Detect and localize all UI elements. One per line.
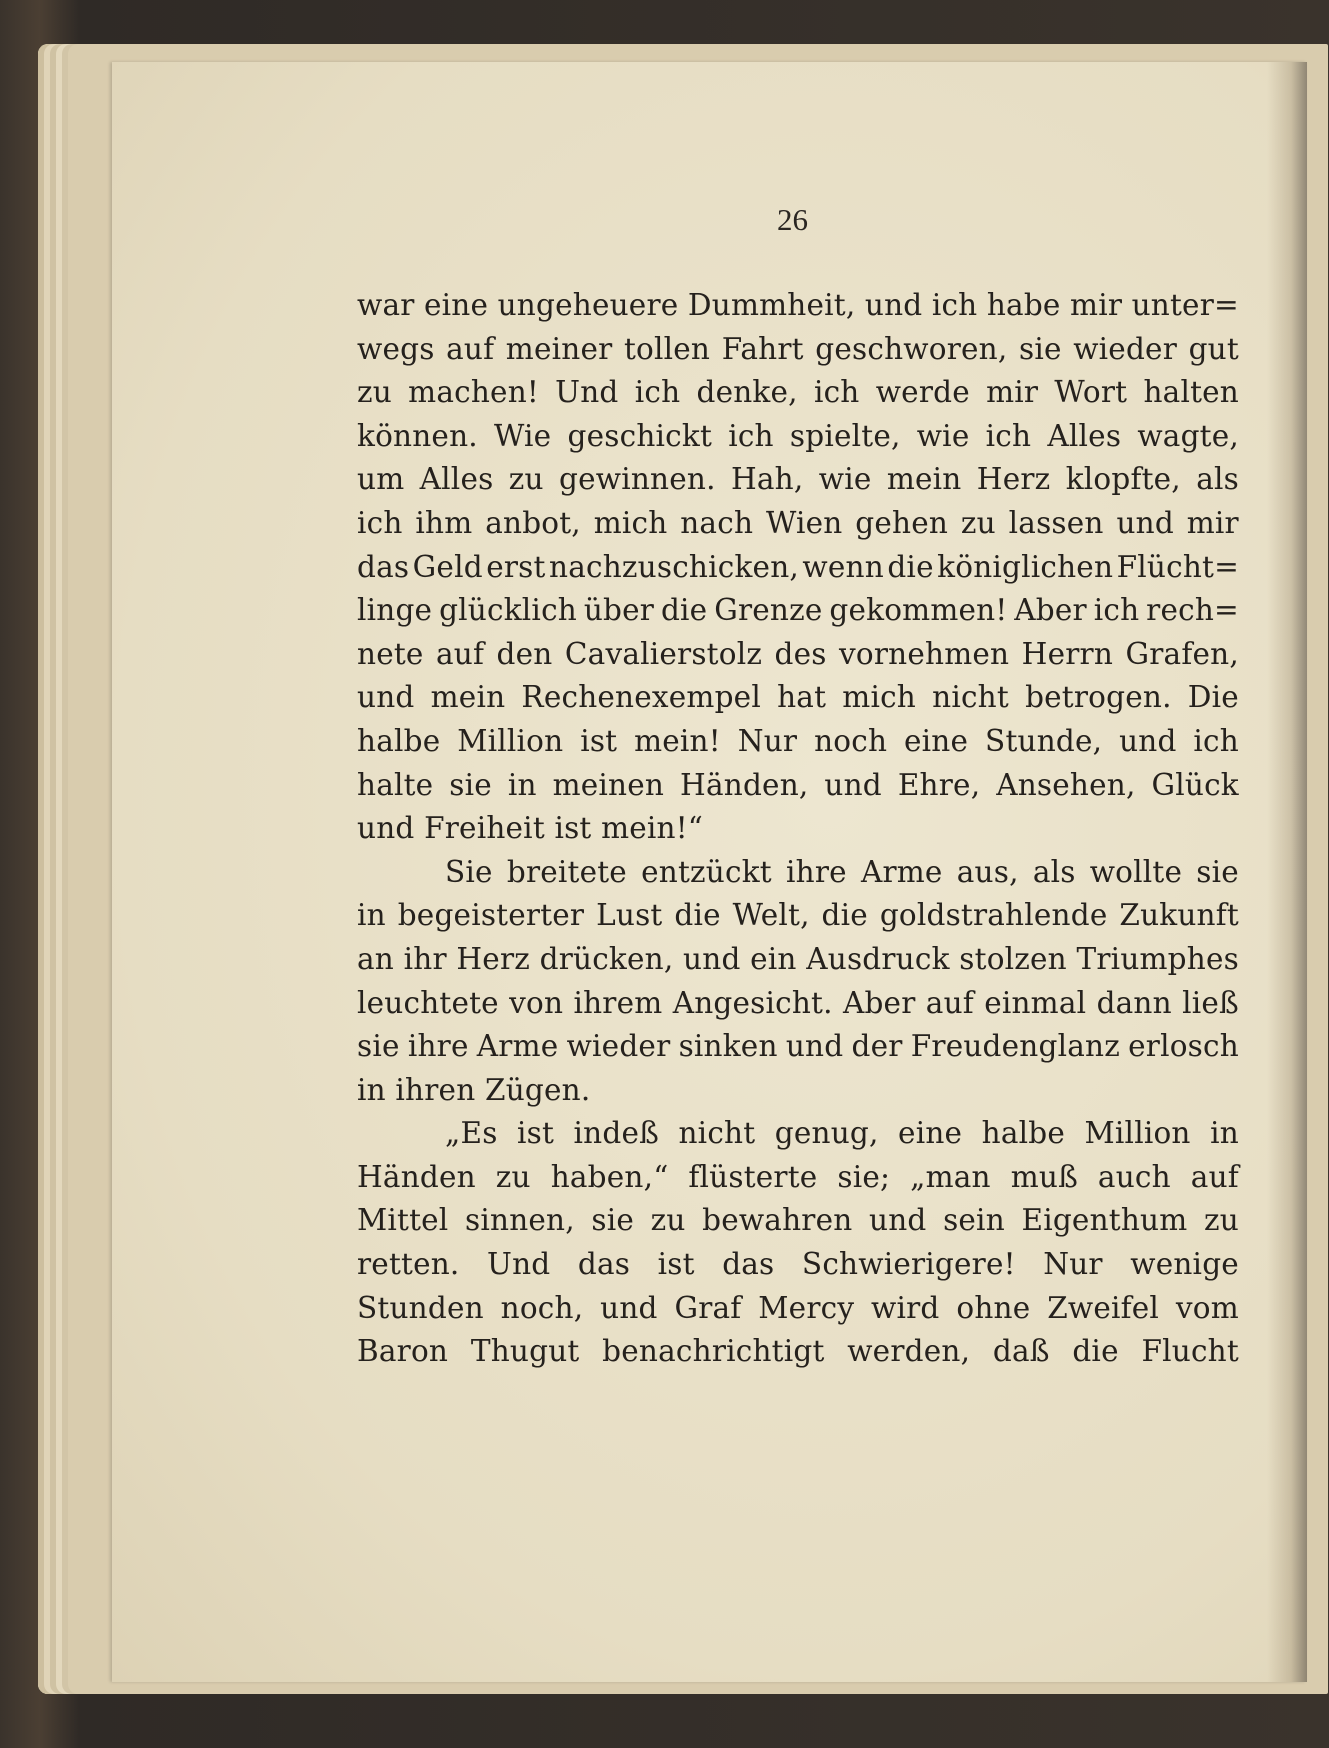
text-line: Stunden noch, und Graf Mercy wird ohne Zweifel vom [357, 1290, 1239, 1325]
text-line: halbe Million ist mein! Nur noch eine Stunde, und ich [357, 723, 1239, 758]
text-line: um Alles zu gewinnen. Hah, wie mein Herz klopfte, als [357, 462, 1239, 497]
text-line: ich ihm anbot, mich nach Wien gehen zu lassen und mir [357, 505, 1239, 540]
page-number: 26 [777, 202, 808, 237]
text-line: nete auf den Cavalierstolz des vornehmen Herrn Grafen, [357, 636, 1239, 671]
text-line: in ihren Zügen. [357, 1072, 591, 1107]
text-line: Händen zu haben,“ flüsterte sie; „man muß auch auf [357, 1159, 1239, 1194]
text-line: wegs auf meiner tollen Fahrt geschworen, sie wieder gut [357, 331, 1239, 366]
text-line: das Geld erst nachzuschicken, wenn die königlichen Flücht= [357, 549, 1239, 584]
text-line: linge glücklich über die Grenze gekommen! Aber ich rech= [357, 593, 1239, 628]
page-gutter [1267, 62, 1307, 1682]
text-line: sie ihre Arme wieder sinken und der Freudenglanz erlosch [357, 1029, 1239, 1064]
text-line: in begeisterter Lust die Welt, die goldstrahlende Zukunft [357, 898, 1239, 933]
text-line: können. Wie geschickt ich spielte, wie ich Alles wagte, [357, 418, 1239, 453]
text-line: und mein Rechenexempel hat mich nicht betrogen. Die [357, 680, 1239, 715]
text-line: und Freiheit ist mein!“ [357, 811, 704, 846]
text-line: Baron Thugut benachrichtigt werden, daß die Flucht [357, 1334, 1239, 1369]
text-line: war eine ungeheuere Dummheit, und ich habe mir unter= [357, 288, 1239, 322]
text-line: an ihr Herz drücken, und ein Ausdruck stolzen Triumphes [357, 941, 1239, 976]
text-line: „Es ist indeß nicht genug, eine halbe Million in [445, 1116, 1239, 1151]
body-text [357, 284, 1239, 1374]
text-line: halte sie in meinen Händen, und Ehre, Ansehen, Glück [357, 767, 1239, 802]
text-line: zu machen! Und ich denke, ich werde mir Wort halten [357, 375, 1239, 410]
text-line: leuchtete von ihrem Angesicht. Aber auf einmal dann ließ [357, 985, 1239, 1020]
text-line: Sie breitete entzückt ihre Arme aus, als wollte sie [445, 854, 1239, 889]
text-line: Mittel sinnen, sie zu bewahren und sein Eigenthum zu [357, 1203, 1239, 1238]
text-line: retten. Und das ist das Schwierigere! Nur wenige [357, 1247, 1239, 1282]
